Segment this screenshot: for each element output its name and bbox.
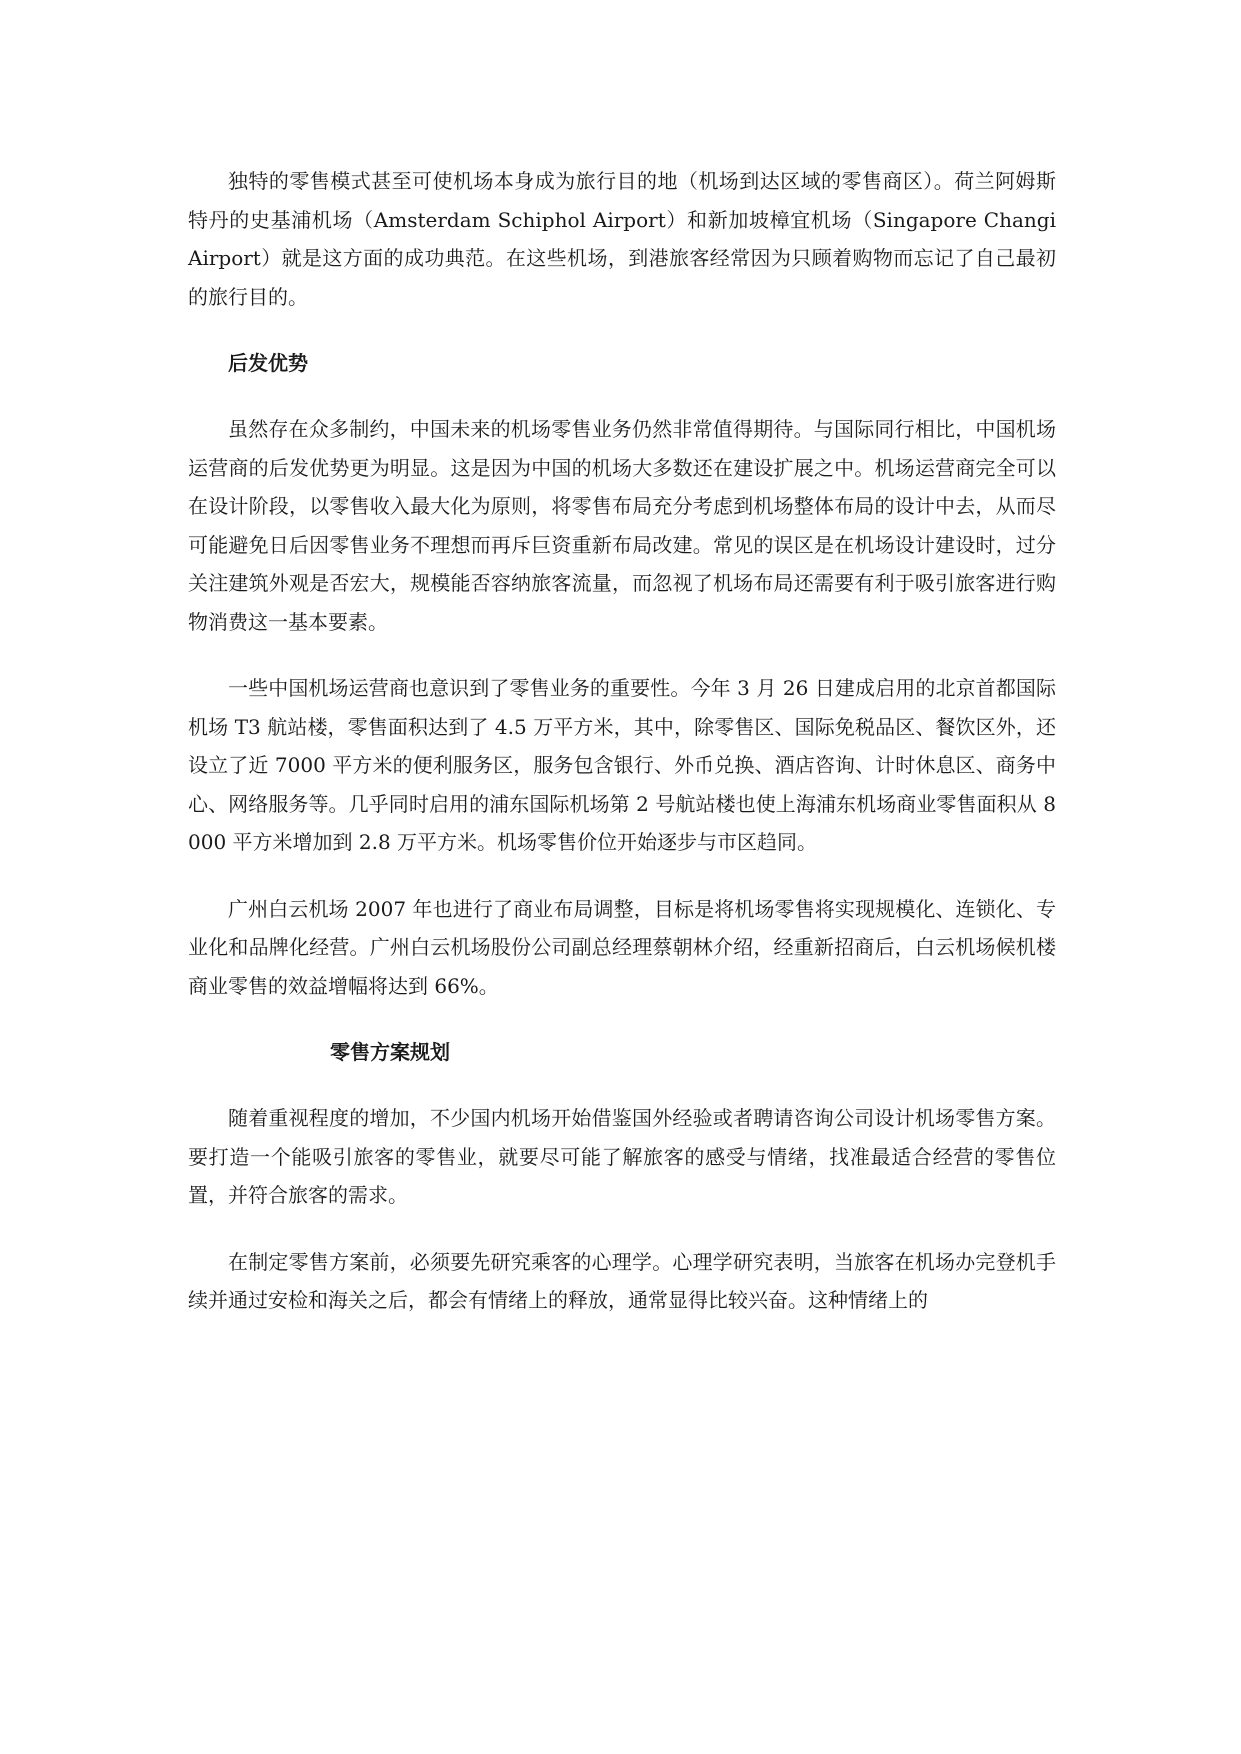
paragraph-retail-destination: 独特的零售模式甚至可使机场本身成为旅行目的地（机场到达区域的零售商区）。荷兰阿姆斯特丹的史基浦机场（Amsterdam Schiphol Airport）和新加坡樟宜机场（Singapore Changi Airport）就是这方面的成功典范。在这些机场，到港旅客经常因为只顾着购物而忘记了自己最初的旅行目的。 [188,169,1056,309]
paragraph-beijing-shanghai: 一些中国机场运营商也意识到了零售业务的重要性。今年 3 月 26 日建成启用的北京首都国际机场 T3 航站楼，零售面积达到了 4.5 万平方米，其中，除零售区、国际免税品区、餐饮区外，还设立了近 7000 平方米的便利服务区，服务包含银行、外币兑换、酒店咨询、计时休息区、商务中心、网络服务等。几乎同时启用的浦东国际机场第 2 号航站楼也使上海浦东机场商业零售面积从 8000 平方米增加到 2.8 万平方米。机场零售价位开始逐步与市区趋同。 [188,676,1056,854]
paragraph-retail-planning: 随着重视程度的增加，不少国内机场开始借鉴国外经验或者聘请咨询公司设计机场零售方案。要打造一个能吸引旅客的零售业，就要尽可能了解旅客的感受与情绪，找准最适合经营的零售位置，并符合旅客的需求。 [188,1106,1056,1207]
section-heading-retail-planning: 零售方案规划 [330,1040,450,1064]
document-page [188,162,1056,1348]
paragraph-passenger-psychology: 在制定零售方案前，必须要先研究乘客的心理学。心理学研究表明，当旅客在机场办完登机手续并通过安检和海关之后，都会有情绪上的释放，通常显得比较兴奋。这种情绪上的 [188,1249,1056,1312]
paragraph-china-outlook: 虽然存在众多制约，中国未来的机场零售业务仍然非常值得期待。与国际同行相比，中国机场运营商的后发优势更为明显。这是因为中国的机场大多数还在建设扩展之中。机场运营商完全可以在设计阶段，以零售收入最大化为原则，将零售布局充分考虑到机场整体布局的设计中去，从而尽可能避免日后因零售业务不理想而再斥巨资重新布局改建。常见的误区是在机场设计建设时，过分关注建筑外观是否宏大，规模能否容纳旅客流量，而忽视了机场布局还需要有利于吸引旅客进行购物消费这一基本要素。 [188,417,1056,634]
paragraph-guangzhou: 广州白云机场 2007 年也进行了商业布局调整，目标是将机场零售将实现规模化、连锁化、专业化和品牌化经营。广州白云机场股份公司副总经理蔡朝林介绍，经重新招商后，白云机场候机楼商业零售的效益增幅将达到 66%。 [188,896,1056,998]
section-heading-late-mover-advantage: 后发优势 [228,351,308,375]
